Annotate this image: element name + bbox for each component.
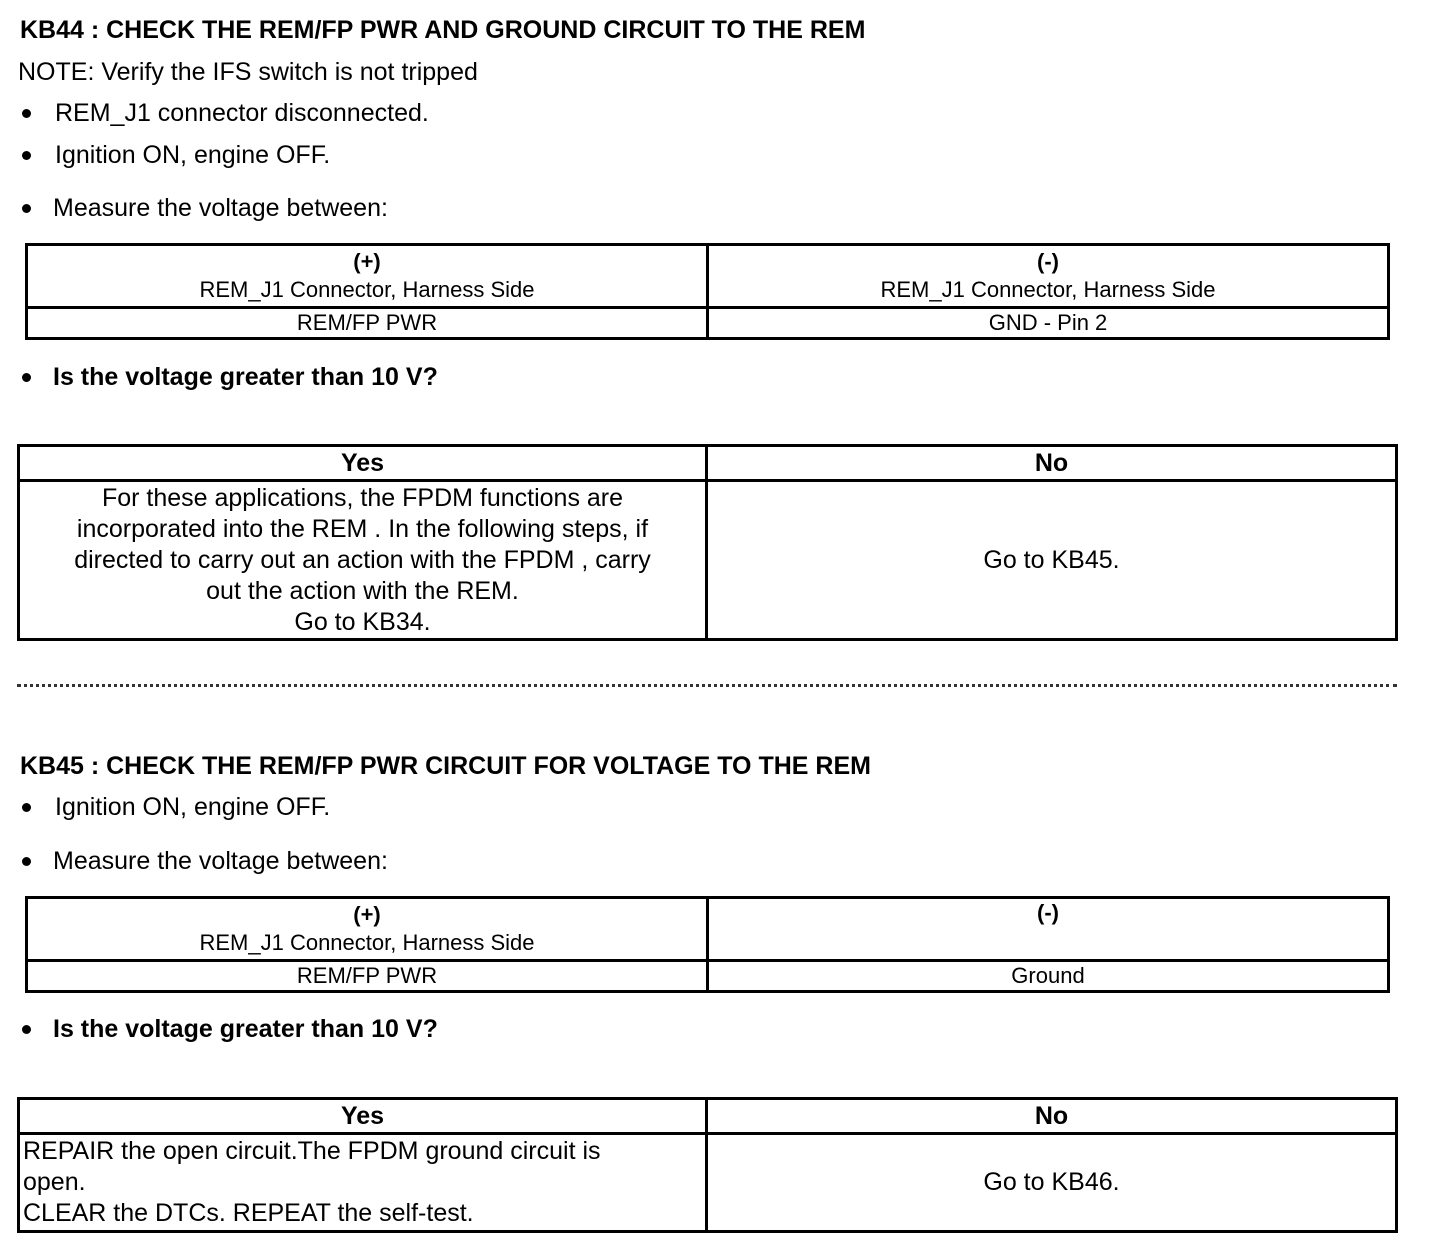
kb45-bullet-1 <box>18 792 330 822</box>
kb45-title: KB45 : CHECK THE REM/FP PWR CIRCUIT FOR VOLTAGE TO THE REM <box>20 752 871 780</box>
question-text: Is the voltage greater than 10 V? <box>53 1015 438 1043</box>
yes-cell <box>19 481 707 640</box>
plus-sign: (+) <box>353 249 381 274</box>
minus-header-cell <box>708 898 1389 961</box>
yes-line: For these applications, the FPDM functions are <box>101 483 624 512</box>
kb44-bullet-1 <box>18 98 429 128</box>
plus-sign: (+) <box>353 902 381 927</box>
yes-line: out the action with the REM. <box>206 576 519 605</box>
yes-header: Yes <box>19 446 707 481</box>
minus-value-cell: Ground <box>708 961 1389 992</box>
kb44-title: KB44 : CHECK THE REM/FP PWR AND GROUND CIRCUIT TO THE REM <box>20 16 866 44</box>
kb45-result-table <box>17 1097 1398 1233</box>
minus-label: REM_J1 Connector, Harness Side <box>880 277 1216 302</box>
no-cell: Go to KB46. <box>707 1134 1397 1232</box>
kb44-note: NOTE: Verify the IFS switch is not tripped <box>18 58 478 86</box>
yes-line: Go to KB34. <box>294 607 431 636</box>
bullet-icon <box>22 803 31 812</box>
kb45-bullet-2 <box>18 846 388 876</box>
yes-line: incorporated into the REM . In the following steps, if <box>76 514 649 543</box>
kb45-question <box>18 1014 438 1044</box>
bullet-icon <box>22 857 31 866</box>
bullet-text: Ignition ON, engine OFF. <box>55 793 331 821</box>
plus-label: REM_J1 Connector, Harness Side <box>199 930 535 955</box>
bullet-icon <box>22 151 31 160</box>
bullet-text: Ignition ON, engine OFF. <box>55 141 331 169</box>
bullet-icon <box>22 204 31 213</box>
yes-line: REPAIR the open circuit.The FPDM ground circuit is <box>23 1137 601 1165</box>
plus-value-cell: REM/FP PWR <box>27 308 708 339</box>
kb44-result-table <box>17 444 1398 641</box>
yes-line: CLEAR the DTCs. REPEAT the self-test. <box>23 1199 474 1227</box>
minus-sign: (-) <box>1037 900 1059 925</box>
plus-header-cell <box>27 898 708 961</box>
kb44-question <box>18 362 438 392</box>
section-divider <box>17 684 1397 687</box>
bullet-text: Measure the voltage between: <box>53 847 388 875</box>
bullet-icon <box>22 1025 31 1034</box>
bullet-icon <box>22 109 31 118</box>
yes-line: open. <box>23 1168 86 1196</box>
plus-value-cell: REM/FP PWR <box>27 961 708 992</box>
no-header: No <box>707 1099 1397 1134</box>
kb45-measure-table <box>25 896 1390 993</box>
no-header: No <box>707 446 1397 481</box>
bullet-text: REM_J1 connector disconnected. <box>55 99 429 127</box>
kb44-measure-table <box>25 243 1390 340</box>
yes-header: Yes <box>19 1099 707 1134</box>
minus-value-cell: GND - Pin 2 <box>708 308 1389 339</box>
plus-label: REM_J1 Connector, Harness Side <box>199 277 535 302</box>
kb44-bullet-2 <box>18 140 330 170</box>
no-cell: Go to KB45. <box>707 481 1397 640</box>
plus-header-cell <box>27 245 708 308</box>
yes-cell <box>19 1134 707 1232</box>
minus-sign: (-) <box>1037 249 1059 274</box>
bullet-icon <box>22 373 31 382</box>
question-text: Is the voltage greater than 10 V? <box>53 363 438 391</box>
kb44-bullet-3 <box>18 193 388 223</box>
minus-header-cell <box>708 245 1389 308</box>
yes-line: directed to carry out an action with the FPDM , carry <box>74 545 651 574</box>
bullet-text: Measure the voltage between: <box>53 194 388 222</box>
